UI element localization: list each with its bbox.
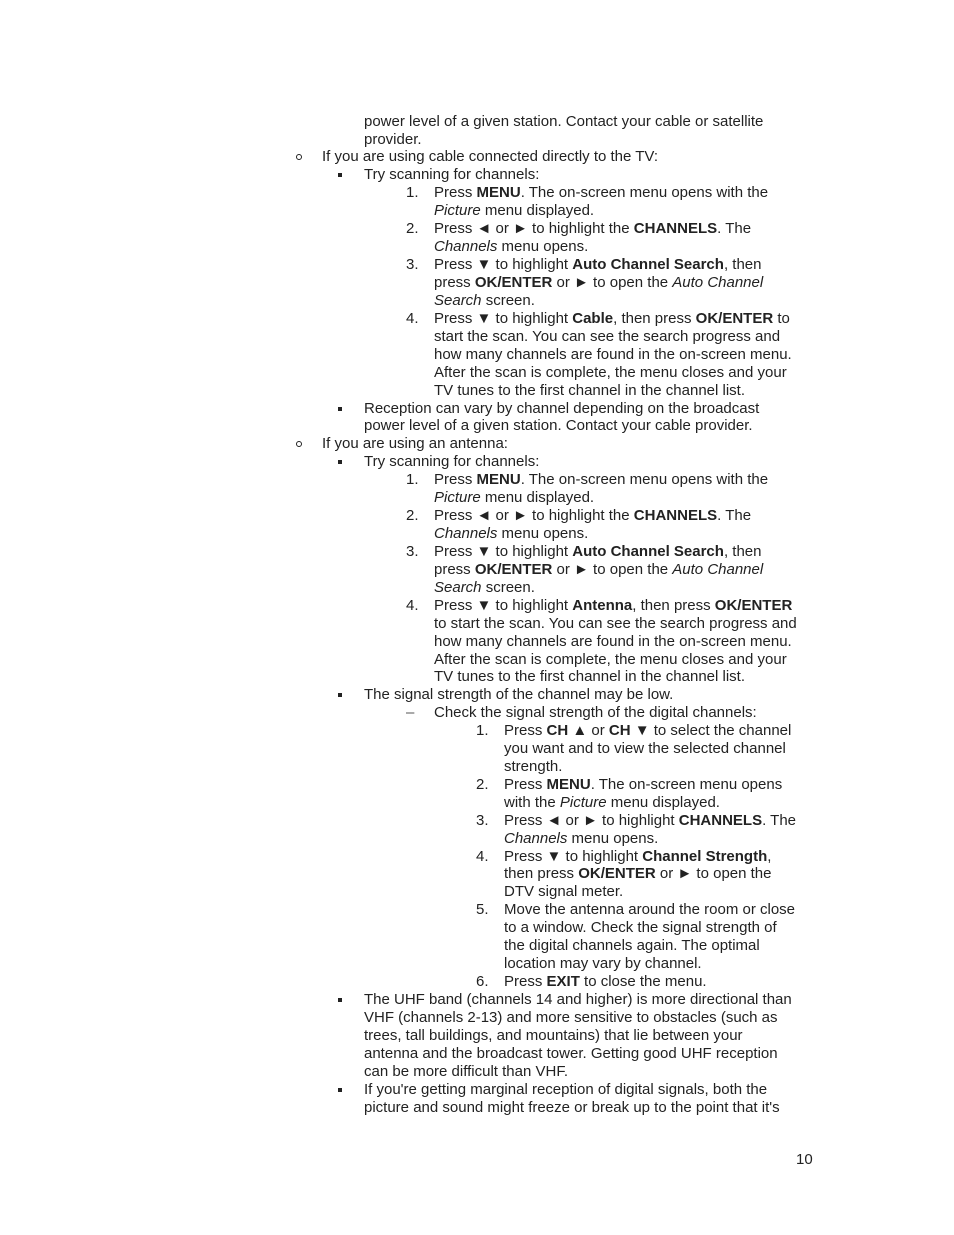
text-run: or xyxy=(587,722,609,739)
text-run: menu displayed. xyxy=(480,489,595,506)
text-run: DTV signal meter. xyxy=(504,883,624,900)
text-run: The signal strength of the channel may be low. xyxy=(364,686,674,703)
text-line xyxy=(434,328,780,346)
text-run: or ► to open the xyxy=(552,274,673,291)
italic-term: Channels xyxy=(434,238,498,255)
text-run: Press ▼ to highlight xyxy=(434,256,573,273)
text-run: strength. xyxy=(504,758,563,775)
text-run: menu displayed. xyxy=(480,202,595,219)
italic-term: Search xyxy=(434,292,482,309)
bold-term: CHANNELS xyxy=(633,507,718,524)
list-number: 2. xyxy=(476,776,489,793)
list-number: 5. xyxy=(476,901,489,918)
bold-term: MENU xyxy=(476,184,521,201)
list-number: 4. xyxy=(406,597,419,614)
bold-term: CHANNELS xyxy=(678,812,763,829)
text-line xyxy=(504,973,707,991)
bold-term: OK/ENTER xyxy=(474,561,553,578)
text-run: The UHF band (channels 14 and higher) is more directional than xyxy=(364,991,792,1008)
circle-bullet-icon xyxy=(296,441,302,447)
text-line xyxy=(364,417,753,435)
list-number: 3. xyxy=(476,812,489,829)
text-run: . The xyxy=(717,507,752,524)
text-line xyxy=(504,955,702,973)
text-line xyxy=(434,489,594,507)
text-line xyxy=(364,113,763,131)
text-line xyxy=(364,166,539,184)
italic-term: Auto Channel xyxy=(672,274,764,291)
text-run: Press ◄ or ► to highlight the xyxy=(434,220,634,237)
text-line xyxy=(434,364,787,382)
list-number: 1. xyxy=(476,722,489,739)
text-run: or ► to open the xyxy=(552,561,673,578)
text-line xyxy=(434,220,751,238)
dash-bullet: – xyxy=(406,704,415,721)
list-number: 4. xyxy=(406,310,419,327)
text-line xyxy=(434,633,792,651)
text-line xyxy=(322,435,508,453)
text-run: menu displayed. xyxy=(606,794,720,811)
text-run: Press ◄ or ► to highlight the xyxy=(434,507,634,524)
text-run: location may vary by channel. xyxy=(504,955,702,972)
text-run: screen. xyxy=(481,292,535,309)
text-line xyxy=(434,525,588,543)
text-line xyxy=(434,597,792,615)
text-line xyxy=(364,1027,743,1045)
text-run: Press xyxy=(434,471,477,488)
list-number: 3. xyxy=(406,256,419,273)
text-line xyxy=(364,686,673,704)
text-run: you want and to view the selected channel xyxy=(504,740,786,757)
text-run: to xyxy=(773,310,790,327)
text-run: Press xyxy=(504,973,547,990)
text-run: Reception can vary by channel depending on the broadcast xyxy=(364,400,760,417)
text-run: , then xyxy=(723,543,762,560)
italic-term: Auto Channel xyxy=(672,561,764,578)
text-line xyxy=(504,758,562,776)
bold-term: Channel Strength xyxy=(642,848,768,865)
text-line xyxy=(434,238,588,256)
text-run: to start the scan. You can see the search progress and xyxy=(434,615,797,632)
text-line xyxy=(504,722,791,740)
text-line xyxy=(504,937,760,955)
text-run: After the scan is complete, the menu closes and your xyxy=(434,651,787,668)
square-bullet-icon xyxy=(338,460,342,464)
list-number: 6. xyxy=(476,973,489,990)
list-number: 1. xyxy=(406,471,419,488)
list-number: 4. xyxy=(476,848,489,865)
bold-term: MENU xyxy=(476,471,521,488)
bold-term: Auto Channel Search xyxy=(572,256,724,273)
text-line xyxy=(364,1081,767,1099)
text-line xyxy=(434,382,745,400)
text-run: power level of a given station. Contact your cable provider. xyxy=(364,417,753,434)
text-run: how many channels are found in the on-screen menu. xyxy=(434,633,792,650)
text-line xyxy=(434,507,751,525)
italic-term: Picture xyxy=(559,794,607,811)
text-run: Check the signal strength of the digital channels: xyxy=(434,704,757,721)
text-run: how many channels are found in the on-screen menu. xyxy=(434,346,792,363)
text-line xyxy=(504,776,782,794)
bold-term: CHANNELS xyxy=(633,220,718,237)
bold-term: OK/ENTER xyxy=(714,597,793,614)
text-run: TV tunes to the first channel in the channel list. xyxy=(434,668,746,685)
text-run: can be more difficult than VHF. xyxy=(364,1063,568,1080)
text-run: Press ▼ to highlight xyxy=(434,597,573,614)
text-line xyxy=(434,579,535,597)
text-line xyxy=(434,668,745,686)
list-number: 3. xyxy=(406,543,419,560)
bold-term: CH ▲ xyxy=(546,722,588,739)
bold-term: OK/ENTER xyxy=(474,274,553,291)
text-run: Press xyxy=(504,722,547,739)
text-line xyxy=(364,991,792,1009)
text-run: Try scanning for channels: xyxy=(364,453,540,470)
text-line xyxy=(364,1045,778,1063)
bold-term: EXIT xyxy=(546,973,580,990)
text-line xyxy=(504,901,795,919)
text-run: or ► to open the xyxy=(655,865,772,882)
text-run: screen. xyxy=(481,579,535,596)
square-bullet-icon xyxy=(338,407,342,411)
text-run: press xyxy=(434,274,475,291)
text-line xyxy=(504,740,786,758)
bold-term: Auto Channel Search xyxy=(572,543,724,560)
italic-term: Channels xyxy=(504,830,568,847)
text-line xyxy=(504,919,777,937)
text-run: Press xyxy=(434,184,477,201)
text-line xyxy=(504,830,658,848)
text-line xyxy=(504,848,771,866)
text-line xyxy=(504,865,772,883)
text-run: Press xyxy=(504,776,547,793)
text-run: . The on-screen menu opens with the xyxy=(520,471,769,488)
text-run: , then press xyxy=(613,310,696,327)
text-line xyxy=(434,256,761,274)
italic-term: Search xyxy=(434,579,482,596)
text-run: menu opens. xyxy=(497,238,589,255)
text-run: If you're getting marginal reception of digital signals, both the xyxy=(364,1081,768,1098)
text-line xyxy=(434,184,768,202)
square-bullet-icon xyxy=(338,173,342,177)
text-line xyxy=(364,1099,780,1117)
text-run: . The xyxy=(717,220,752,237)
text-line xyxy=(434,346,792,364)
text-line xyxy=(434,615,797,633)
text-run: with the xyxy=(504,794,560,811)
square-bullet-icon xyxy=(338,1088,342,1092)
text-run: . The xyxy=(762,812,797,829)
text-run: VHF (channels 2-13) and more sensitive to obstacles (such as xyxy=(364,1009,778,1026)
text-run: press xyxy=(434,561,475,578)
list-number: 1. xyxy=(406,184,419,201)
square-bullet-icon xyxy=(338,693,342,697)
bold-term: OK/ENTER xyxy=(695,310,774,327)
text-run: . The on-screen menu opens xyxy=(590,776,783,793)
text-run: the digital channels again. The optimal xyxy=(504,937,760,954)
text-line xyxy=(434,704,757,722)
italic-term: Channels xyxy=(434,525,498,542)
text-run: , then press xyxy=(632,597,715,614)
text-run: then press xyxy=(504,865,579,882)
text-run: to a window. Check the signal strength of xyxy=(504,919,777,936)
text-run: to close the menu. xyxy=(579,973,707,990)
text-run: If you are using cable connected directly to the TV: xyxy=(322,148,659,165)
text-line xyxy=(434,202,594,220)
text-line xyxy=(364,1009,778,1027)
text-run: provider. xyxy=(364,131,422,148)
text-line xyxy=(434,292,535,310)
text-line xyxy=(364,400,759,418)
text-line xyxy=(364,131,422,149)
bold-term: Cable xyxy=(572,310,614,327)
text-run: If you are using an antenna: xyxy=(322,435,508,452)
text-run: picture and sound might freeze or break up to the point that it's xyxy=(364,1099,780,1116)
text-run: , then xyxy=(723,256,762,273)
bold-term: OK/ENTER xyxy=(578,865,656,882)
text-run: power level of a given station. Contact your cable or satellite xyxy=(364,113,764,130)
page-number: 10 xyxy=(796,1151,813,1168)
bold-term: MENU xyxy=(546,776,591,793)
text-line xyxy=(434,561,763,579)
text-line xyxy=(322,148,658,166)
text-line xyxy=(364,453,539,471)
text-run: to select the channel xyxy=(649,722,792,739)
text-line xyxy=(434,310,790,328)
text-line xyxy=(504,883,623,901)
text-run: Try scanning for channels: xyxy=(364,166,540,183)
text-line xyxy=(434,543,761,561)
text-run: Press ▼ to highlight xyxy=(434,543,573,560)
text-line xyxy=(434,274,763,292)
text-line xyxy=(364,1063,568,1081)
text-run: menu opens. xyxy=(567,830,659,847)
text-line xyxy=(434,471,768,489)
bold-term: CH ▼ xyxy=(608,722,650,739)
text-run: After the scan is complete, the menu closes and your xyxy=(434,364,787,381)
text-run: , xyxy=(767,848,772,865)
text-run: Move the antenna around the room or close xyxy=(504,901,796,918)
list-number: 2. xyxy=(406,507,419,524)
italic-term: Picture xyxy=(434,489,481,506)
text-run: menu opens. xyxy=(497,525,589,542)
square-bullet-icon xyxy=(338,998,342,1002)
text-line xyxy=(504,812,796,830)
circle-bullet-icon xyxy=(296,154,302,160)
text-run: Press ▼ to highlight xyxy=(504,848,643,865)
text-line xyxy=(434,651,787,669)
text-run: Press ◄ or ► to highlight xyxy=(504,812,679,829)
text-run: antenna and the broadcast tower. Getting good UHF reception xyxy=(364,1045,778,1062)
text-run: start the scan. You can see the search progress and xyxy=(434,328,781,345)
list-number: 2. xyxy=(406,220,419,237)
bold-term: Antenna xyxy=(572,597,633,614)
text-run: . The on-screen menu opens with the xyxy=(520,184,769,201)
text-run: trees, tall buildings, and mountains) that lie between your xyxy=(364,1027,743,1044)
text-run: Press ▼ to highlight xyxy=(434,310,573,327)
text-run: TV tunes to the first channel in the channel list. xyxy=(434,382,746,399)
text-line xyxy=(504,794,720,812)
italic-term: Picture xyxy=(434,202,481,219)
